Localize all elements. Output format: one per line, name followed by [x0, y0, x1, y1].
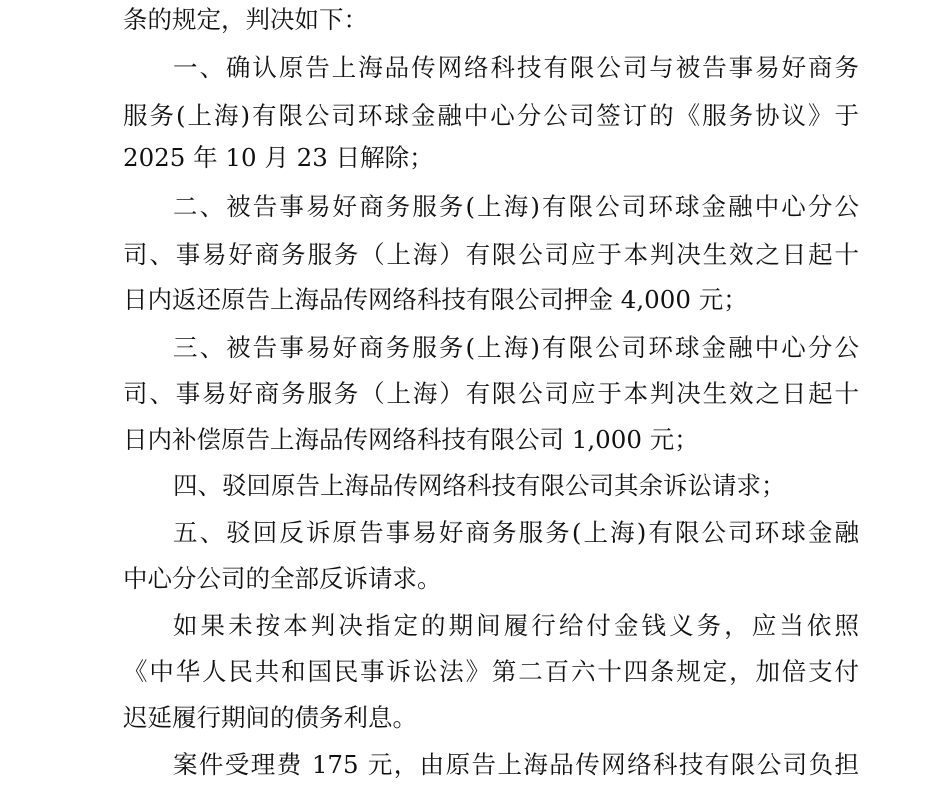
text-line: 三、被告事易好商务服务(上海)有限公司环球金融中心分公 [173, 333, 859, 362]
text-line: 司、事易好商务服务（上海）有限公司应于本判决生效之日起十 [123, 240, 859, 269]
text-line: 条的规定，判决如下： [123, 5, 368, 34]
text-line: 中心分公司的全部反诉请求。 [123, 564, 442, 593]
text-line: 四、驳回原告上海品传网络科技有限公司其余诉讼请求； [173, 471, 786, 500]
text-line: 司、事易好商务服务（上海）有限公司应于本判决生效之日起十 [123, 379, 859, 408]
text-line: 如果未按本判决指定的期间履行给付金钱义务，应当依照 [173, 611, 859, 640]
text-line: 案件受理费 175 元，由原告上海品传网络科技有限公司负担 [173, 750, 859, 779]
text-line: 日内补偿原告上海品传网络科技有限公司 1,000 元； [123, 425, 699, 454]
text-line: 2025 年 10 月 23 日解除； [123, 143, 434, 172]
text-line: 一、确认原告上海品传网络科技有限公司与被告事易好商务 [173, 53, 859, 82]
text-line: 服务(上海)有限公司环球金融中心分公司签订的《服务协议》于 [123, 101, 859, 130]
text-line: 迟延履行期间的债务利息。 [123, 703, 417, 732]
text-line: 五、驳回反诉原告事易好商务服务(上海)有限公司环球金融 [173, 518, 859, 547]
text-line: 日内返还原告上海品传网络科技有限公司押金 4,000 元； [123, 285, 748, 314]
text-line: 《中华人民共和国民事诉讼法》第二百六十四条规定，加倍支付 [123, 657, 859, 686]
text-line: 二、被告事易好商务服务(上海)有限公司环球金融中心分公 [173, 192, 859, 221]
